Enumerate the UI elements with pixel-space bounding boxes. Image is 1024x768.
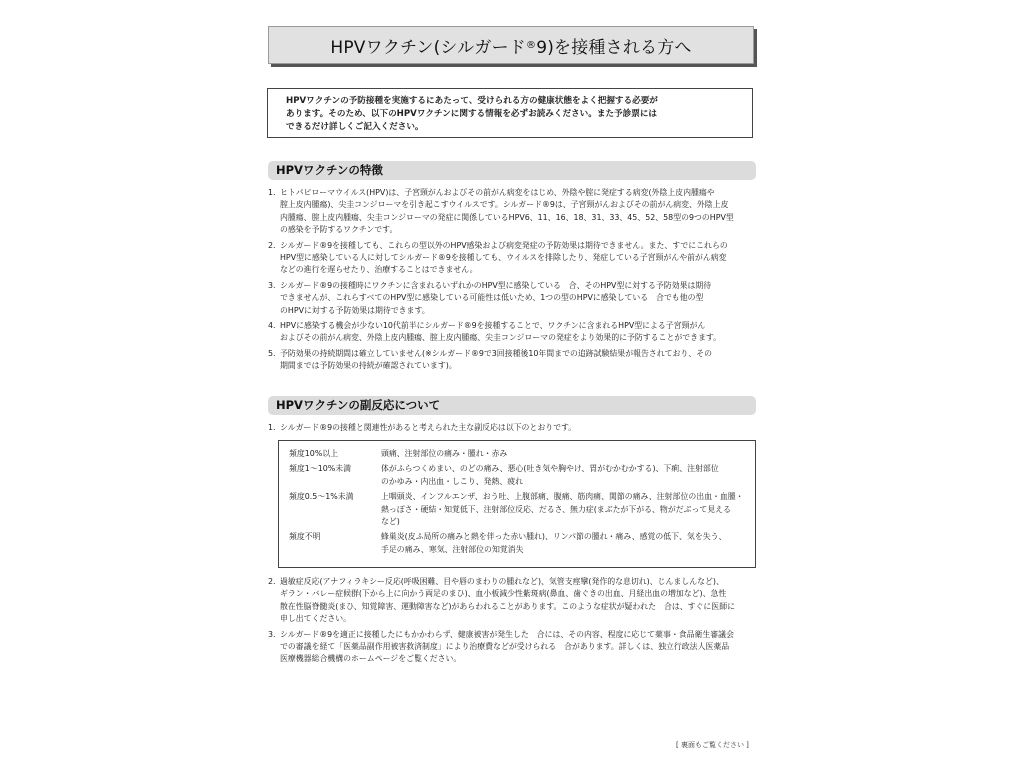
item-line: シルガード®9の接種と関連性があると考えられた主な副反応は以下のとおりです。 — [280, 423, 577, 432]
list-item — [268, 629, 760, 666]
intro-line: できるだけ詳しくご記入ください。 — [286, 122, 424, 132]
intro-line: あります。そのため、以下のHPVワクチンに関する情報を必ずお読みください。また予診票には — [286, 109, 658, 119]
features-list — [268, 187, 760, 376]
reaction-line: 頭痛、注射部位の痛み・腫れ・赤み — [381, 449, 508, 458]
item-line: シルガード®9の接種時にワクチンに含まれるいずれかのHPV型に感染している 合、そのHPV型に対する予防効果は期待 — [280, 280, 712, 290]
footer-note: [ 裏面もご覧ください ] — [676, 741, 749, 749]
item-line: ギラン・バレー症候群(下から上に向かう両足のまひ)、血小板減少性紫斑病(鼻血、歯ぐきの出血、月経出血の増加など)、急性 — [280, 589, 727, 599]
section-heading-side-effects: HPVワクチンの副反応について — [268, 396, 756, 415]
reaction-line: 上咽頭炎、インフルエンザ、おう吐、上腹部痛、腹痛、筋肉痛、関節の痛み、注射部位の出血・血腫・ — [381, 492, 744, 502]
item-line: シルガード®9を適正に接種したにもかかわらず、健康被害が発生した 合には、その内容、程度に応じて薬事・食品衛生審議会 — [280, 629, 734, 639]
side-effects-table — [278, 440, 756, 568]
item-number: 3. — [268, 629, 276, 639]
table-row — [279, 491, 755, 528]
item-line: のHPVに対する予防効果は期待できます。 — [280, 305, 430, 315]
item-line: HPVに感染する機会が少ない10代前半にシルガード®9を接種することで、ワクチンに含まれるHPV型による子宮頸がん — [280, 321, 706, 331]
side-effects-intro — [268, 422, 760, 437]
item-line: 申し出てください。 — [280, 614, 352, 624]
item-number: 2. — [268, 240, 276, 250]
frequency-label: 頻度不明 — [289, 532, 321, 542]
title-main: HPVワクチン(シルガード — [330, 37, 526, 58]
reaction-line: 熱っぽさ・硬結・知覚低下、注射部位反応、だるさ、無力症(まぶたが下がる、物がだぶって見える — [381, 504, 731, 514]
frequency-label: 頻度10%以上 — [289, 449, 339, 458]
item-line: 腟上皮内腫瘍)、尖圭コンジローマを引き起こすウイルスです。シルガード®9は、子宮頸がんおよびその前がん病変、外陰上皮 — [280, 200, 729, 210]
item-line: 予防効果の持続期間は確立していません(※シルガード®9で3回接種後10年間までの追跡試験結果が報告されており、その — [280, 348, 712, 358]
page-title — [268, 26, 754, 64]
item-line: シルガード®9を接種しても、これらの型以外のHPV感染および病変発症の予防効果は期待できません。また、すでにこれらの — [280, 240, 728, 250]
item-line: HPV型に感染している人に対してシルガード®9を接種しても、ウイルスを排除したり、発症している子宮頸がんや前がん病変 — [280, 253, 727, 263]
list-item — [268, 240, 760, 277]
reaction-line: 蜂巣炎(皮ふ局所の痛みと熱を伴った赤い腫れ)、リンパ節の腫れ・痛み、感覚の低下、気を失う、 — [381, 532, 727, 542]
intro-notice — [267, 88, 753, 138]
item-number: 4. — [268, 321, 276, 331]
reaction-line: のかゆみ・内出血・しこり、発熱、疲れ — [381, 476, 524, 486]
list-item — [268, 576, 760, 626]
item-number: 1. — [268, 423, 276, 432]
table-row — [279, 463, 755, 488]
item-line: の感染を予防するワクチンです。 — [280, 225, 398, 235]
item-number: 3. — [268, 280, 276, 290]
list-item — [268, 320, 760, 345]
item-line: 過敏症反応(アナフィラキシー反応(呼吸困難、目や唇のまわりの腫れなど)、気管支痙攣(発作的な息切れ)、じんましんなど)、 — [280, 577, 724, 586]
list-item — [268, 348, 760, 373]
item-number: 1. — [268, 188, 276, 197]
list-item — [268, 280, 760, 317]
title-tail: 9)を接種される方へ — [536, 37, 692, 58]
section-heading-features: HPVワクチンの特徴 — [268, 161, 756, 180]
item-line: およびその前がん病変、外陰上皮内腫瘍、腟上皮内腫瘍、尖圭コンジローマの発症をより効果的に予防することができます。 — [280, 333, 722, 343]
list-item — [268, 187, 760, 237]
item-line: できませんが、これらすべてのHPV型に感染している可能性は低いため、1つの型のHPVに感染している 合でも他の型 — [280, 293, 704, 303]
item-line: 散在性脳脊髄炎(まひ、知覚障害、運動障害など)があらわれることがあります。このような症状が疑われた 合は、すぐに医師に — [280, 601, 735, 611]
item-line: での審議を経て「医薬品副作用被害救済制度」により治療費などが受けられる 合があります。詳しくは、独立行政法人医薬品 — [280, 642, 730, 652]
item-number: 5. — [268, 348, 276, 358]
frequency-label: 頻度0.5〜1%未満 — [289, 492, 354, 502]
item-line: 内腫瘍、腟上皮内腫瘍、尖圭コンジローマの発症に関係しているHPV6、11、16、18、31、33、45、52、58型の9つのHPV型 — [280, 212, 734, 222]
item-line: ヒトパピローマウイルス(HPV)は、子宮頸がんおよびその前がん病変をはじめ、外陰や腟に発症する病変(外陰上皮内腫瘍や — [280, 188, 715, 197]
table-row — [279, 448, 755, 460]
frequency-label: 頻度1〜10%未満 — [289, 464, 352, 474]
registered-mark: ® — [525, 39, 537, 51]
item-line: 期間までは予防効果の持続が確認されています)。 — [280, 361, 457, 371]
reaction-line: 体がふらつくめまい、のどの痛み、悪心(吐き気や胸やけ、胃がむかむかする)、下痢、注射部位 — [381, 464, 719, 474]
list-item — [268, 422, 760, 434]
table-row — [279, 531, 755, 556]
reaction-line: 手足の痛み、寒気、注射部位の知覚消失 — [381, 544, 524, 554]
reaction-line: など) — [381, 517, 400, 527]
item-line: などの進行を遅らせたり、治療することはできません。 — [280, 265, 478, 275]
intro-line: HPVワクチンの予防接種を実施するにあたって、受けられる方の健康状態をよく把握する必要が — [286, 96, 658, 106]
item-number: 2. — [268, 577, 276, 586]
item-line: 医療機器総合機構のホームページをご覧ください。 — [280, 654, 462, 664]
side-effects-list — [268, 576, 760, 669]
